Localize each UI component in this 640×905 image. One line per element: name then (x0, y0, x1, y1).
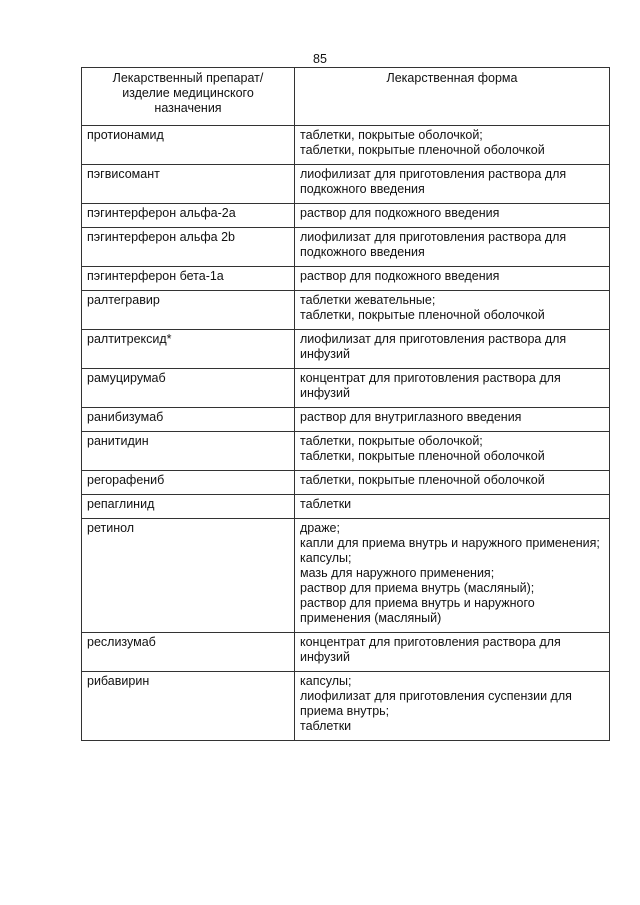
dosage-form-cell (295, 432, 610, 471)
drug-name-cell: пэгинтерферон альфа 2b (82, 228, 295, 267)
drug-name-cell: протионамид (82, 126, 295, 165)
dosage-form-item: лиофилизат для приготовления раствора для инфузий (300, 332, 567, 361)
dosage-form-item: таблетки (300, 497, 352, 511)
table-row (82, 330, 610, 369)
table-row (82, 408, 610, 432)
dosage-form-cell (295, 291, 610, 330)
table-header-row (82, 68, 610, 126)
dosage-form-item: капсулы; (300, 674, 352, 688)
dosage-form-item: концентрат для приготовления раствора для инфузий (300, 635, 561, 664)
dosage-form-cell (295, 369, 610, 408)
dosage-form-item: раствор для приема внутрь (масляный); (300, 581, 535, 595)
drug-name-cell: пэгинтерферон бета-1а (82, 267, 295, 291)
table-row (82, 165, 610, 204)
dosage-form-cell (295, 519, 610, 633)
drug-name-cell: репаглинид (82, 495, 295, 519)
table-row (82, 291, 610, 330)
dosage-form-cell (295, 330, 610, 369)
drug-name-cell: рибавирин (82, 672, 295, 741)
table-body (82, 126, 610, 741)
dosage-form-item: таблетки, покрытые пленочной оболочкой (300, 449, 545, 463)
drug-name-cell: регорафениб (82, 471, 295, 495)
dosage-form-item: таблетки, покрытые оболочкой; (300, 128, 483, 142)
table-row (82, 267, 610, 291)
dosage-form-item: таблетки, покрытые пленочной оболочкой (300, 143, 545, 157)
dosage-form-item: таблетки, покрытые пленочной оболочкой (300, 473, 545, 487)
dosage-form-cell (295, 408, 610, 432)
dosage-form-cell (295, 204, 610, 228)
dosage-form-item: капсулы; (300, 551, 352, 565)
table-row (82, 204, 610, 228)
table-row (82, 672, 610, 741)
dosage-form-item: мазь для наружного применения; (300, 566, 495, 580)
table-row (82, 432, 610, 471)
dosage-form-item: лиофилизат для приготовления раствора для подкожного введения (300, 167, 567, 196)
drug-name-cell: рамуцирумаб (82, 369, 295, 408)
drug-name-cell: ранибизумаб (82, 408, 295, 432)
drug-table (81, 67, 610, 741)
dosage-form-item: таблетки жевательные; (300, 293, 436, 307)
dosage-form-item: таблетки, покрытые оболочкой; (300, 434, 483, 448)
dosage-form-cell (295, 228, 610, 267)
dosage-form-cell (295, 471, 610, 495)
dosage-form-item: раствор для внутриглазного введения (300, 410, 522, 424)
drug-name-cell: ретинол (82, 519, 295, 633)
dosage-form-item: лиофилизат для приготовления раствора для подкожного введения (300, 230, 567, 259)
drug-name-cell: пэгвисомант (82, 165, 295, 204)
drug-name-cell: реслизумаб (82, 633, 295, 672)
table-row (82, 495, 610, 519)
dosage-form-item: раствор для приема внутрь и наружного применения (масляный) (300, 596, 535, 625)
header-drug-name: Лекарственный препарат/ изделие медицинского назначения (82, 68, 295, 126)
dosage-form-item: лиофилизат для приготовления суспензии для приема внутрь; (300, 689, 572, 718)
dosage-form-item: капли для приема внутрь и наружного применения; (300, 536, 600, 550)
dosage-form-item: таблетки (300, 719, 352, 733)
dosage-form-cell (295, 495, 610, 519)
dosage-form-cell (295, 165, 610, 204)
dosage-form-item: драже; (300, 521, 340, 535)
dosage-form-cell (295, 126, 610, 165)
drug-name-cell: ранитидин (82, 432, 295, 471)
table-row (82, 471, 610, 495)
table-row (82, 519, 610, 633)
table-row (82, 126, 610, 165)
table-row (82, 633, 610, 672)
dosage-form-item: концентрат для приготовления раствора для инфузий (300, 371, 561, 400)
drug-name-cell: пэгинтерферон альфа-2а (82, 204, 295, 228)
table-row (82, 228, 610, 267)
dosage-form-item: таблетки, покрытые пленочной оболочкой (300, 308, 545, 322)
dosage-form-cell (295, 633, 610, 672)
dosage-form-item: раствор для подкожного введения (300, 206, 500, 220)
dosage-form-item: раствор для подкожного введения (300, 269, 500, 283)
table-row (82, 369, 610, 408)
header-dosage-form: Лекарственная форма (295, 68, 610, 126)
page-number: 85 (313, 52, 327, 66)
dosage-form-cell (295, 267, 610, 291)
drug-name-cell: ралтегравир (82, 291, 295, 330)
dosage-form-cell (295, 672, 610, 741)
drug-name-cell: ралтитрексид* (82, 330, 295, 369)
